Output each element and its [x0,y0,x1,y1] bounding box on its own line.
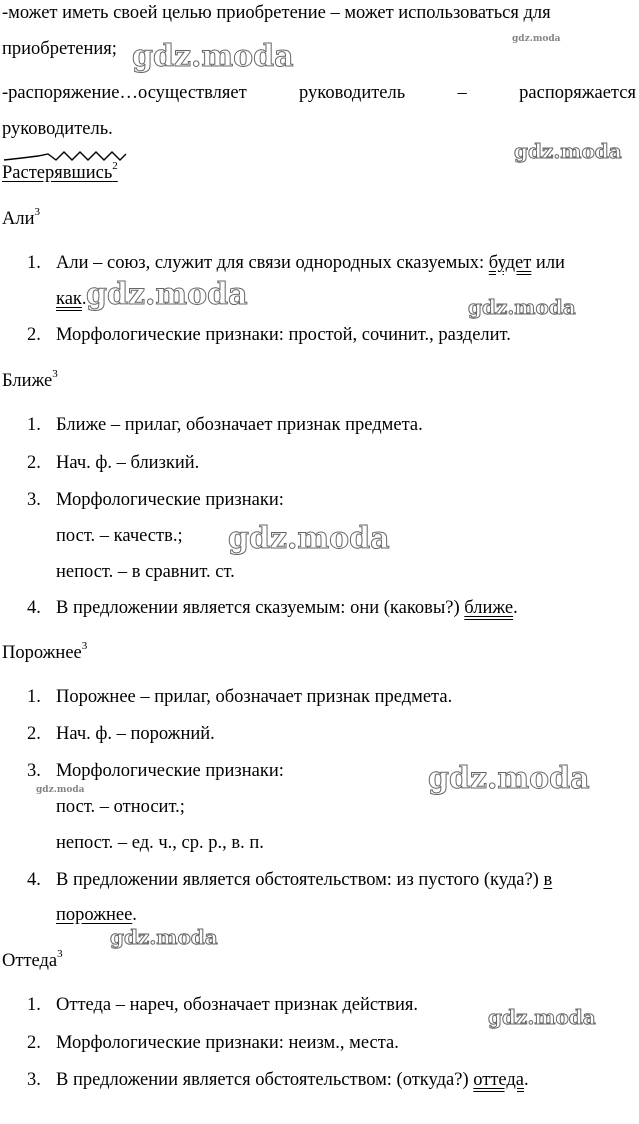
watermark: gdz.moda [468,295,576,319]
superscript: 2 [112,159,118,172]
underlined-word: порожнее [56,905,133,925]
item-text: Морфологические признаки: [56,490,284,510]
watermark: gdz.moda [514,139,622,163]
word: -распоряжение…осуществляет [2,83,247,103]
superscript: 3 [34,205,40,218]
item-text: непост. – в сравнит. ст. [56,562,235,582]
item-number: 2. [27,453,41,473]
item-number: 1. [27,687,41,707]
watermark: gdz.moda [488,1005,596,1029]
heading-word: Растерявшись [2,163,113,183]
underlined-word: оттеда [473,1070,525,1090]
heading-word: Оттеда [2,951,58,971]
watermark: gdz.moda [228,521,390,556]
heading-word: Порожнее [2,643,82,663]
item-number: 1. [27,415,41,435]
text-line: руководитель. [2,119,113,139]
item-text: Али – союз, служит для связи однородных сказуемых: будет или [56,253,565,273]
word: – [457,83,467,103]
underlined-word: будет [488,253,532,273]
underlined-word: в [543,870,553,890]
item-text: пост. – относит.; [56,797,185,817]
section-heading [2,947,63,972]
item-number: 4. [27,870,41,890]
item-text: В предложении является сказуемым: они (каковы?) ближе. [56,598,518,618]
item-text: Нач. ф. – порожний. [56,724,215,744]
watermark: gdz.moda [36,785,85,795]
watermark: gdz.moda [110,925,218,949]
superscript: 3 [81,639,88,652]
item-number: 3. [27,1070,41,1090]
item-number: 1. [27,995,41,1015]
item-text: Порожнее – прилаг, обозначает признак предмета. [56,687,453,707]
item-number: 3. [27,490,41,510]
item-number: 2. [27,325,41,345]
item-number: 4. [27,598,41,618]
underlined-word: ближе [464,598,514,618]
watermark: gdz.moda [132,39,294,74]
item-text: Оттеда – нареч, обозначает признак действия. [56,995,418,1015]
word: руководитель [299,83,406,103]
section-heading [2,205,40,230]
item-text: Морфологические признаки: простой, сочинит., разделит. [56,325,511,345]
word-heading [2,159,118,184]
item-number: 3. [27,761,41,781]
item-text: порожнее. [56,905,137,925]
item-text: пост. – качеств.; [56,526,183,546]
word: распоряжается [519,83,636,103]
item-text: В предложении является обстоятельством: из пустого (куда?) в [56,870,553,890]
text-line: приобретения; [2,39,117,59]
item-text: В предложении является обстоятельством: (откуда?) оттеда. [56,1070,529,1090]
item-text: непост. – ед. ч., ср. р., в. п. [56,833,264,853]
item-text: как. [56,289,87,309]
text-line: -может иметь своей целью приобретение – может использоваться для [2,3,551,23]
section-heading [2,367,58,392]
superscript: 3 [52,367,58,380]
section-heading [2,639,88,664]
item-text: Морфологические признаки: [56,761,284,781]
watermark: gdz.moda [86,277,248,312]
watermark: gdz.moda [428,761,590,796]
item-number: 1. [27,253,41,273]
item-text: Нач. ф. – близкий. [56,453,200,473]
underlined-word: как [56,289,82,309]
heading-word: Али [2,209,35,229]
text-line-justified [2,82,636,104]
superscript: 3 [57,947,63,960]
watermark: gdz.moda [512,34,561,44]
item-number: 2. [27,724,41,744]
heading-word: Ближе [2,371,53,391]
item-text: Ближе – прилаг, обозначает признак предмета. [56,415,423,435]
item-text: Морфологические признаки: неизм., места. [56,1033,399,1053]
item-number: 2. [27,1033,41,1053]
